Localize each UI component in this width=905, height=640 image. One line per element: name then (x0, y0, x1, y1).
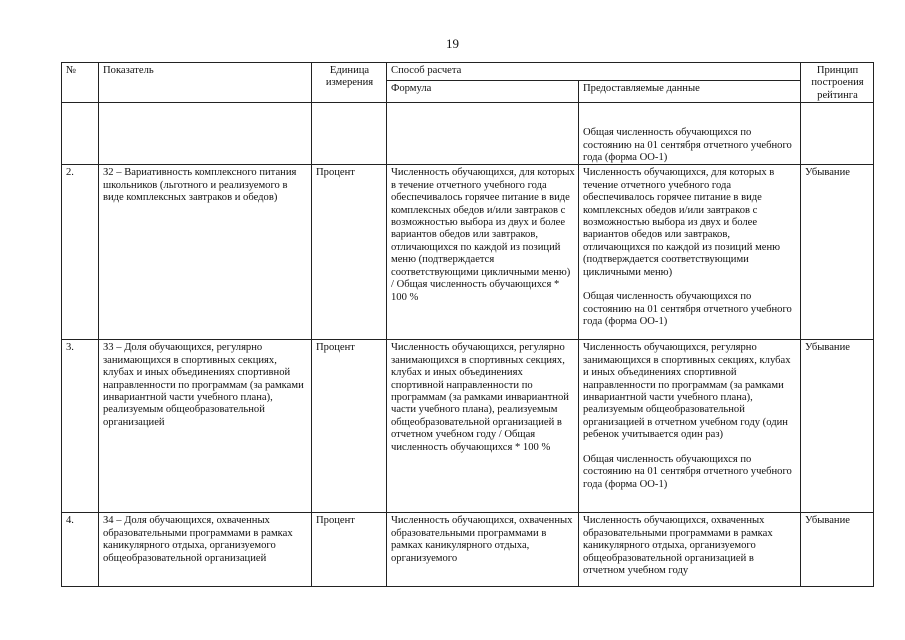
cell-unit: Процент (312, 513, 387, 587)
table-row (62, 513, 874, 587)
cell-principle: Убывание (801, 513, 874, 587)
cell-num: 3. (62, 340, 99, 513)
cell-principle (801, 103, 874, 165)
cell-indicator: З2 – Вариативность комплексного питания школьников (льготного и реализуемого в виде комплексных завтраков и обедов) (99, 165, 312, 340)
cell-provided-data (579, 340, 801, 513)
header-indicator: Показатель (99, 63, 312, 103)
table-row (62, 165, 874, 340)
cell-formula: Численность обучающихся, для которых в течение отчетного учебного года обеспечивалось горячее питание в виде комплексных обедов и/или завтраков с возможностью выбора из двух и более вариантов обедов или завтраков, отличающихся по каждой из позиций меню (подтверждается соответствующими цикличными меню) / Общая численность обучающихся * 100 % (387, 165, 579, 340)
cell-formula (387, 103, 579, 165)
cell-num: 4. (62, 513, 99, 587)
cell-formula: Численность обучающихся, регулярно занимающихся в спортивных секциях, клубах и иных объединениях спортивной направленности по программам (за рамками инвариантной части учебного плана), реализуемым общеобразовательной организацией в отчетном учебном году / Общая численность обучающихся * 100 % (387, 340, 579, 513)
provided-data-paragraph: Численность обучающихся, для которых в течение отчетного учебного года обеспечивалось горячее питание в виде комплексных обедов и/или завтраков с возможностью выбора из двух и более вариантов обедов или завтраков, отличающихся по каждой из позиций меню (подтверждается соответствующими цикличными меню) (583, 167, 781, 278)
provided-data-paragraph: Общая численность обучающихся по состоянию на 01 сентября отчетного учебного года (форма ОО-1) (583, 453, 792, 490)
cell-principle: Убывание (801, 165, 874, 340)
header-row-top (62, 63, 874, 81)
cell-provided-data (579, 513, 801, 587)
header-formula: Формула (387, 80, 579, 103)
header-num: № (62, 63, 99, 103)
cell-principle: Убывание (801, 340, 874, 513)
provided-data-paragraph: Численность обучающихся, охваченных образовательными программами в рамках каникулярного отдыха, организуемого общеобразовательной организацией в отчетном учебном году (583, 515, 773, 577)
cell-indicator (99, 103, 312, 165)
page-number: 19 (446, 36, 459, 51)
cell-indicator: З3 – Доля обучающихся, регулярно занимающихся в спортивных секциях, клубах и иных объединениях спортивной направленности по программам (за рамками инвариантной части учебного плана), реализуемым общеобразовательной организацией (99, 340, 312, 513)
header-unit: Единица измерения (312, 63, 387, 103)
cell-unit: Процент (312, 340, 387, 513)
header-provided-data: Предоставляемые данные (579, 80, 801, 103)
cell-unit (312, 103, 387, 165)
provided-data-paragraph: Численность обучающихся, регулярно занимающихся в спортивных секциях, клубах и иных объединениях спортивной направленности по программам (за рамками инвариантной части учебного плана), реализуемым общеобразовательной организацией в отчетном учебном году (один ребенок учитывается один раз) (583, 342, 791, 441)
indicators-table (61, 62, 874, 587)
table-row (62, 340, 874, 513)
cell-unit: Процент (312, 165, 387, 340)
header-principle: Принцип построения рейтинга (801, 63, 874, 103)
cell-num (62, 103, 99, 165)
provided-data-paragraph: Общая численность обучающихся по состоянию на 01 сентября отчетного учебного года (форма ОО-1) (583, 291, 792, 327)
cell-formula: Численность обучающихся, охваченных образовательными программами в рамках каникулярного отдыха, организуемого (387, 513, 579, 587)
cell-indicator: З4 – Доля обучающихся, охваченных образовательными программами в рамках каникулярного отдыха, организуемого общеобразовательной организацией (99, 513, 312, 587)
table-row-continuation (62, 103, 874, 165)
cell-provided-data (579, 165, 801, 340)
cell-provided-data: Общая численность обучающихся по состоянию на 01 сентября отчетного учебного года (форма ОО-1) (579, 103, 801, 165)
cell-num: 2. (62, 165, 99, 340)
header-method: Способ расчета (387, 63, 801, 81)
